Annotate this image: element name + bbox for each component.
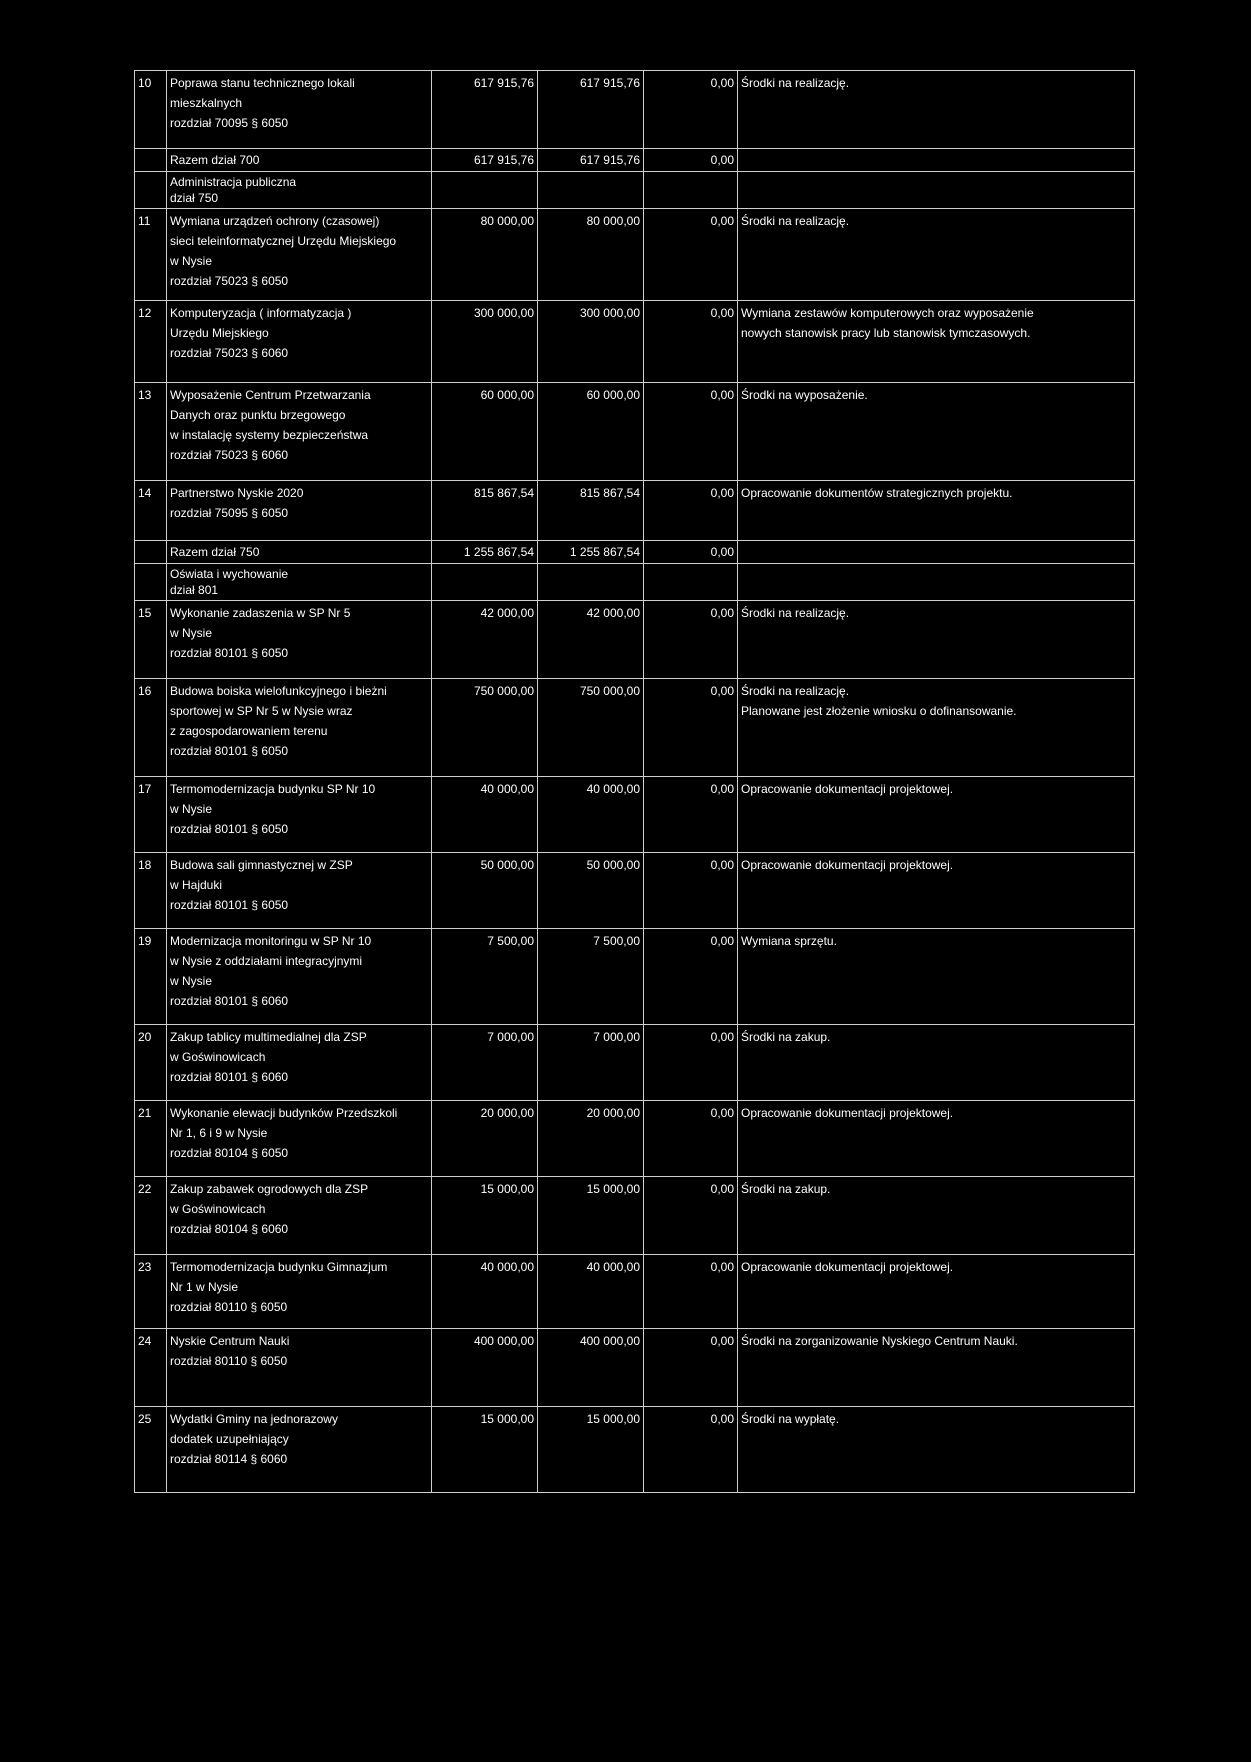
task-name-line: Wykonanie zadaszenia w SP Nr 5: [170, 606, 351, 620]
notes-cell: [738, 679, 1135, 777]
executed-amount: 40 000,00: [538, 777, 644, 853]
summary-label: Razem dział 700: [167, 149, 432, 172]
task-name-line: Zakup zabawek ogrodowych dla ZSP: [170, 1182, 369, 1196]
planned-amount: 400 000,00: [432, 1329, 538, 1407]
note-line: Środki na wyposażenie.: [741, 388, 868, 402]
task-name-cell: [167, 1407, 432, 1493]
note-line: Środki na zakup.: [741, 1030, 831, 1044]
row-number: 22: [135, 1177, 167, 1255]
notes-cell: [738, 541, 1135, 564]
task-name-line: Termomodernizacja budynku SP Nr 10: [170, 782, 376, 796]
planned-amount: 40 000,00: [432, 1255, 538, 1329]
task-name-line: Budowa sali gimnastycznej w ZSP: [170, 858, 353, 872]
table-row: [135, 1101, 1135, 1177]
execution-percent: 0,00: [644, 301, 738, 383]
planned-amount: 42 000,00: [432, 601, 538, 679]
note-line: Środki na zakup.: [741, 1182, 831, 1196]
notes-cell: [738, 301, 1135, 383]
planned-amount: [432, 172, 538, 209]
planned-amount: 750 000,00: [432, 679, 538, 777]
notes-cell: [738, 71, 1135, 149]
table-row: [135, 71, 1135, 149]
notes-cell: [738, 383, 1135, 481]
task-name-line: w Nysie: [170, 254, 213, 268]
executed-amount: 1 255 867,54: [538, 541, 644, 564]
task-name-line: w instalację systemy bezpieczeństwa: [170, 428, 369, 442]
planned-amount: 1 255 867,54: [432, 541, 538, 564]
section-row: [135, 564, 1135, 601]
executed-amount: 15 000,00: [538, 1177, 644, 1255]
section-heading-line: Administracja publiczna: [170, 175, 297, 189]
planned-amount: 300 000,00: [432, 301, 538, 383]
executed-amount: 60 000,00: [538, 383, 644, 481]
notes-cell: [738, 1255, 1135, 1329]
executed-amount: 750 000,00: [538, 679, 644, 777]
planned-amount: 617 915,76: [432, 149, 538, 172]
task-name-cell: [167, 1025, 432, 1101]
investment-table: [134, 70, 1135, 1493]
notes-cell: [738, 929, 1135, 1025]
row-number: 18: [135, 853, 167, 929]
task-name-line: Wydatki Gminy na jednorazowy: [170, 1412, 338, 1426]
notes-cell: [738, 1407, 1135, 1493]
task-name-line: Wymiana urządzeń ochrony (czasowej): [170, 214, 380, 228]
planned-amount: 815 867,54: [432, 481, 538, 541]
planned-amount: 7 000,00: [432, 1025, 538, 1101]
task-name-line: Nr 1 w Nysie: [170, 1280, 239, 1294]
executed-amount: 15 000,00: [538, 1407, 644, 1493]
execution-percent: 0,00: [644, 1101, 738, 1177]
execution-percent: 0,00: [644, 71, 738, 149]
task-name-line: z zagospodarowaniem terenu: [170, 724, 328, 738]
executed-amount: 20 000,00: [538, 1101, 644, 1177]
row-number: 12: [135, 301, 167, 383]
notes-cell: [738, 1329, 1135, 1407]
notes-cell: [738, 209, 1135, 301]
planned-amount: 60 000,00: [432, 383, 538, 481]
task-name-line: mieszkalnych: [170, 96, 243, 110]
section-heading: [167, 564, 432, 601]
row-number: [135, 564, 167, 601]
task-name-line: Zakup tablicy multimedialnej dla ZSP: [170, 1030, 367, 1044]
notes-cell: [738, 777, 1135, 853]
row-number: 25: [135, 1407, 167, 1493]
planned-amount: 617 915,76: [432, 71, 538, 149]
row-number: 15: [135, 601, 167, 679]
task-name-line: rozdział 80101 § 6060: [170, 1070, 289, 1084]
task-name-line: Modernizacja monitoringu w SP Nr 10: [170, 934, 372, 948]
table-row: [135, 1177, 1135, 1255]
execution-percent: 0,00: [644, 209, 738, 301]
executed-amount: 400 000,00: [538, 1329, 644, 1407]
task-name-cell: [167, 1329, 432, 1407]
planned-amount: 7 500,00: [432, 929, 538, 1025]
task-name-line: rozdział 80110 § 6050: [170, 1300, 288, 1314]
table-row: [135, 1025, 1135, 1101]
task-name-cell: [167, 301, 432, 383]
task-name-line: Termomodernizacja budynku Gimnazjum: [170, 1260, 388, 1274]
execution-percent: 0,00: [644, 601, 738, 679]
task-name-line: rozdział 80101 § 6050: [170, 822, 289, 836]
row-number: 17: [135, 777, 167, 853]
task-name-line: w Nysie z oddziałami integracyjnymi: [170, 954, 363, 968]
task-name-line: Danych oraz punktu brzegowego: [170, 408, 346, 422]
table-row: [135, 481, 1135, 541]
execution-percent: 0,00: [644, 1329, 738, 1407]
task-name-line: Poprawa stanu technicznego lokali: [170, 76, 355, 90]
row-number: 20: [135, 1025, 167, 1101]
note-line: Wymiana zestawów komputerowych oraz wyposażenie: [741, 306, 1034, 320]
task-name-cell: [167, 383, 432, 481]
note-line: Środki na wypłatę.: [741, 1412, 840, 1426]
table-row: [135, 1329, 1135, 1407]
section-heading: [167, 172, 432, 209]
note-line: Opracowanie dokumentacji projektowej.: [741, 1260, 954, 1274]
task-name-line: rozdział 80110 § 6050: [170, 1354, 288, 1368]
planned-amount: 40 000,00: [432, 777, 538, 853]
task-name-line: sportowej w SP Nr 5 w Nysie wraz: [170, 704, 353, 718]
execution-percent: [644, 172, 738, 209]
task-name-line: w Nysie: [170, 974, 213, 988]
executed-amount: 7 000,00: [538, 1025, 644, 1101]
task-name-line: w Goświnowicach: [170, 1050, 266, 1064]
executed-amount: 40 000,00: [538, 1255, 644, 1329]
row-number: 11: [135, 209, 167, 301]
task-name-line: dodatek uzupełniający: [170, 1432, 289, 1446]
execution-percent: 0,00: [644, 149, 738, 172]
notes-cell: [738, 172, 1135, 209]
note-line: nowych stanowisk pracy lub stanowisk tymczasowych.: [741, 326, 1031, 340]
planned-amount: 50 000,00: [432, 853, 538, 929]
notes-cell: [738, 1025, 1135, 1101]
task-name-cell: [167, 853, 432, 929]
table-row: [135, 301, 1135, 383]
executed-amount: 7 500,00: [538, 929, 644, 1025]
notes-cell: [738, 564, 1135, 601]
notes-cell: [738, 601, 1135, 679]
task-name-line: Wyposażenie Centrum Przetwarzania: [170, 388, 371, 402]
row-number: 10: [135, 71, 167, 149]
row-number: 19: [135, 929, 167, 1025]
task-name-cell: [167, 481, 432, 541]
row-number: [135, 149, 167, 172]
executed-amount: 300 000,00: [538, 301, 644, 383]
section-row: [135, 172, 1135, 209]
task-name-line: rozdział 80104 § 6050: [170, 1146, 289, 1160]
notes-cell: [738, 481, 1135, 541]
section-heading-line: dział 750: [170, 191, 219, 205]
row-number: 16: [135, 679, 167, 777]
task-name-line: rozdział 80114 § 6060: [170, 1452, 288, 1466]
table-row: [135, 853, 1135, 929]
task-name-line: w Nysie: [170, 802, 213, 816]
executed-amount: 815 867,54: [538, 481, 644, 541]
task-name-line: rozdział 75023 § 6050: [170, 274, 289, 288]
task-name-cell: [167, 929, 432, 1025]
row-number: 13: [135, 383, 167, 481]
note-line: Opracowanie dokumentów strategicznych projektu.: [741, 486, 1013, 500]
table-row: [135, 383, 1135, 481]
investment-table-body: [135, 71, 1135, 1493]
table-row: [135, 929, 1135, 1025]
execution-percent: 0,00: [644, 1407, 738, 1493]
summary-row: [135, 149, 1135, 172]
task-name-line: rozdział 75095 § 6050: [170, 506, 289, 520]
notes-cell: [738, 1101, 1135, 1177]
task-name-line: Budowa boiska wielofunkcyjnego i bieżni: [170, 684, 387, 698]
planned-amount: 15 000,00: [432, 1407, 538, 1493]
task-name-cell: [167, 1255, 432, 1329]
task-name-cell: [167, 601, 432, 679]
execution-percent: 0,00: [644, 929, 738, 1025]
task-name-line: Wykonanie elewacji budynków Przedszkoli: [170, 1106, 398, 1120]
task-name-cell: [167, 209, 432, 301]
summary-label: Razem dział 750: [167, 541, 432, 564]
row-number: 14: [135, 481, 167, 541]
note-line: Środki na realizację.: [741, 606, 850, 620]
task-name-line: rozdział 70095 § 6050: [170, 116, 289, 130]
planned-amount: 80 000,00: [432, 209, 538, 301]
task-name-line: rozdział 80104 § 6060: [170, 1222, 289, 1236]
table-row: [135, 679, 1135, 777]
task-name-line: Nyskie Centrum Nauki: [170, 1334, 290, 1348]
task-name-line: rozdział 80101 § 6060: [170, 994, 289, 1008]
task-name-line: Partnerstwo Nyskie 2020: [170, 486, 304, 500]
task-name-line: w Goświnowicach: [170, 1202, 266, 1216]
execution-percent: 0,00: [644, 1177, 738, 1255]
executed-amount: 42 000,00: [538, 601, 644, 679]
execution-percent: 0,00: [644, 679, 738, 777]
task-name-line: Komputeryzacja ( informatyzacja ): [170, 306, 352, 320]
execution-percent: 0,00: [644, 481, 738, 541]
table-row: [135, 601, 1135, 679]
execution-percent: 0,00: [644, 541, 738, 564]
task-name-line: sieci teleinformatycznej Urzędu Miejskiego: [170, 234, 397, 248]
row-number: 21: [135, 1101, 167, 1177]
section-heading-line: dział 801: [170, 583, 219, 597]
task-name-cell: [167, 1177, 432, 1255]
planned-amount: [432, 564, 538, 601]
executed-amount: [538, 564, 644, 601]
note-line: Planowane jest złożenie wniosku o dofinansowanie.: [741, 704, 1017, 718]
planned-amount: 20 000,00: [432, 1101, 538, 1177]
task-name-line: rozdział 75023 § 6060: [170, 448, 289, 462]
task-name-line: rozdział 80101 § 6050: [170, 744, 289, 758]
execution-percent: 0,00: [644, 777, 738, 853]
table-row: [135, 1407, 1135, 1493]
note-line: Opracowanie dokumentacji projektowej.: [741, 1106, 954, 1120]
note-line: Środki na zorganizowanie Nyskiego Centrum Nauki.: [741, 1334, 1018, 1348]
executed-amount: 80 000,00: [538, 209, 644, 301]
table-row: [135, 1255, 1135, 1329]
planned-amount: 15 000,00: [432, 1177, 538, 1255]
table-row: [135, 777, 1135, 853]
note-line: Opracowanie dokumentacji projektowej.: [741, 782, 954, 796]
task-name-cell: [167, 777, 432, 853]
execution-percent: [644, 564, 738, 601]
task-name-cell: [167, 1101, 432, 1177]
note-line: Wymiana sprzętu.: [741, 934, 837, 948]
execution-percent: 0,00: [644, 383, 738, 481]
execution-percent: 0,00: [644, 1255, 738, 1329]
table-row: [135, 209, 1135, 301]
task-name-line: rozdział 80101 § 6050: [170, 646, 289, 660]
note-line: Opracowanie dokumentacji projektowej.: [741, 858, 954, 872]
executed-amount: 50 000,00: [538, 853, 644, 929]
notes-cell: [738, 1177, 1135, 1255]
note-line: Środki na realizację.: [741, 684, 850, 698]
row-number: 24: [135, 1329, 167, 1407]
notes-cell: [738, 149, 1135, 172]
note-line: Środki na realizację.: [741, 76, 850, 90]
task-name-line: w Nysie: [170, 626, 213, 640]
executed-amount: 617 915,76: [538, 149, 644, 172]
execution-percent: 0,00: [644, 853, 738, 929]
task-name-cell: [167, 71, 432, 149]
notes-cell: [738, 853, 1135, 929]
task-name-line: w Hajduki: [170, 878, 223, 892]
task-name-line: rozdział 75023 § 6060: [170, 346, 289, 360]
execution-percent: 0,00: [644, 1025, 738, 1101]
row-number: [135, 541, 167, 564]
task-name-line: Urzędu Miejskiego: [170, 326, 269, 340]
task-name-line: Nr 1, 6 i 9 w Nysie: [170, 1126, 268, 1140]
task-name-cell: [167, 679, 432, 777]
summary-row: [135, 541, 1135, 564]
section-heading-line: Oświata i wychowanie: [170, 567, 289, 581]
executed-amount: [538, 172, 644, 209]
row-number: [135, 172, 167, 209]
note-line: Środki na realizację.: [741, 214, 850, 228]
row-number: 23: [135, 1255, 167, 1329]
executed-amount: 617 915,76: [538, 71, 644, 149]
task-name-line: rozdział 80101 § 6050: [170, 898, 289, 912]
